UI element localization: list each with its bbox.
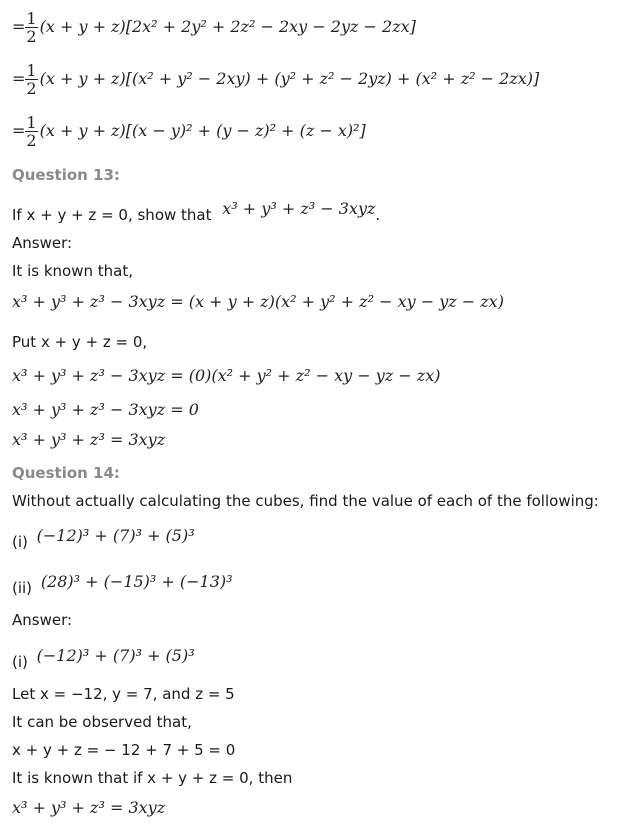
derivation-line-2	[12, 62, 539, 97]
question-14-statement: Without actually calculating the cubes, find the value of each of the following:	[12, 492, 599, 510]
part-ii-question	[12, 572, 233, 598]
part-math: (−12)³ + (7)³ + (5)³	[36, 646, 195, 665]
part-i-question	[12, 526, 195, 552]
part-i-answer	[12, 646, 195, 672]
half-fraction: $\frac{1}{2}$	[26, 61, 37, 98]
equals-sign: =	[12, 69, 26, 88]
part-label: (i)	[12, 653, 28, 671]
substitution-line-1: x³ + y³ + z³ − 3xyz = (0)(x² + y² + z² − xy − yz − zx)	[12, 366, 441, 385]
equals-sign: =	[12, 121, 26, 140]
question-13-statement	[12, 199, 381, 225]
statement-text: If x + y + z = 0, show that	[12, 206, 212, 224]
statement-math: x³ + y³ + z³ − 3xyz	[222, 199, 376, 218]
part-math: (−12)³ + (7)³ + (5)³	[36, 526, 195, 545]
part-math: (28)³ + (−15)³ + (−13)³	[40, 572, 233, 591]
answer-label-2: Answer:	[12, 611, 73, 629]
let-text: Let x = −12, y = 7, and z = 5	[12, 685, 235, 703]
expression: (x + y + z)[(x − y)² + (y − z)² + (z − x)²]	[39, 121, 366, 140]
equals-sign: =	[12, 17, 26, 36]
question-13-heading: Question 13:	[12, 166, 120, 184]
observed-text: It can be observed that,	[12, 713, 192, 731]
substitution-line-2: x³ + y³ + z³ − 3xyz = 0	[12, 400, 199, 419]
result-line: x³ + y³ + z³ = 3xyz	[12, 798, 166, 817]
put-text: Put x + y + z = 0,	[12, 333, 148, 351]
expression: (x + y + z)[2x² + 2y² + 2z² − 2xy − 2yz − 2zx]	[39, 17, 416, 36]
statement-suffix: .	[375, 206, 381, 224]
half-fraction: $\frac{1}{2}$	[26, 113, 37, 150]
substitution-line-3: x³ + y³ + z³ = 3xyz	[12, 430, 166, 449]
sum-text: x + y + z = − 12 + 7 + 5 = 0	[12, 741, 236, 759]
half-fraction: $\frac{1}{2}$	[26, 9, 37, 46]
expression: (x + y + z)[(x² + y² − 2xy) + (y² + z² − 2yz) + (x² + z² − 2zx)]	[39, 69, 540, 88]
answer-label-1: Answer:	[12, 234, 73, 252]
identity-line: x³ + y³ + z³ − 3xyz = (x + y + z)(x² + y² + z² − xy − yz − zx)	[12, 292, 504, 311]
derivation-line-1	[12, 10, 416, 45]
derivation-line-3	[12, 114, 366, 149]
known-text: It is known that,	[12, 262, 133, 280]
part-label: (ii)	[12, 579, 33, 597]
part-label: (i)	[12, 533, 28, 551]
question-14-heading: Question 14:	[12, 464, 120, 482]
known-if-text: It is known that if x + y + z = 0, then	[12, 769, 293, 787]
